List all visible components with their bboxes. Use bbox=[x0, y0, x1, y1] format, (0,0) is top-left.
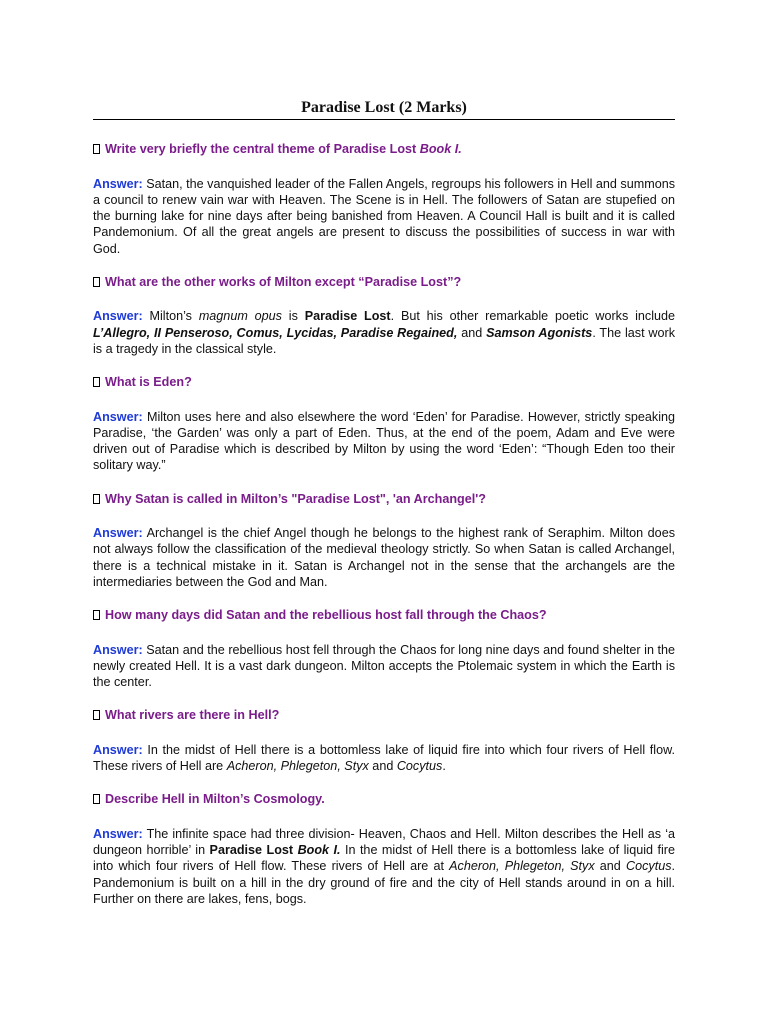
answer-label: Answer: bbox=[93, 742, 143, 757]
checkbox-bullet-icon bbox=[93, 494, 100, 504]
checkbox-bullet-icon bbox=[93, 610, 100, 620]
question-4: Why Satan is called in Milton’s "Paradise Lost", 'an Archangel'? bbox=[93, 491, 675, 507]
page-title: Paradise Lost (2 Marks) bbox=[93, 100, 675, 120]
answer-5: Answer: Satan and the rebellious host fell through the Chaos for long nine days and found shelter in the newly created Hell. It is a vast dark dungeon. Milton accepts the Ptolemaic system in which the Earth is the center. bbox=[93, 642, 676, 690]
checkbox-bullet-icon bbox=[93, 144, 100, 154]
document-page bbox=[93, 100, 675, 907]
question-1: Write very briefly the central theme of Paradise Lost Book I. bbox=[93, 141, 675, 157]
checkbox-bullet-icon bbox=[93, 794, 100, 804]
checkbox-bullet-icon bbox=[93, 277, 100, 287]
answer-7: Answer: The infinite space had three division- Heaven, Chaos and Hell. Milton describes the Hell as ‘a dungeon horrible’ in Paradise Lost Book I. In the midst of Hell there is a bottomless lake of liquid fire into which four rivers of Hell flow. These rivers of Hell are at Acheron, Phlegeton, Styx and Cocytus. Pandemonium is built on a hill in the dry ground of fire and the city of Hell stands around in on a hill. Further on there are lakes, fens, bogs. bbox=[93, 826, 675, 906]
answer-label: Answer: bbox=[93, 526, 143, 541]
checkbox-bullet-icon bbox=[93, 377, 100, 387]
answer-label: Answer: bbox=[93, 409, 143, 424]
question-2: What are the other works of Milton except “Paradise Lost”? bbox=[93, 274, 675, 290]
question-7: Describe Hell in Milton’s Cosmology. bbox=[93, 791, 675, 807]
answer-6: Answer: In the midst of Hell there is a bottomless lake of liquid fire into which four rivers of Hell flow. These rivers of Hell are Acheron, Phlegeton, Styx and Cocytus. bbox=[93, 742, 675, 774]
answer-label: Answer: bbox=[93, 309, 143, 324]
question-6: What rivers are there in Hell? bbox=[93, 707, 675, 723]
answer-2: Answer: Milton’s magnum opus is Paradise Lost. But his other remarkable poetic works include L’Allegro, II Penseroso, Comus, Lycidas, Paradise Regained, and Samson Agonists. The last work is a tragedy in the classical style. bbox=[93, 309, 676, 356]
answer-1: Answer: Satan, the vanquished leader of the Fallen Angels, regroups his followers in Hell and summons a council to renew vain war with Heaven. The Scene is in Hell. The followers of Satan are stupefied on the burning lake for nine days after being banished from Heaven. A Council Hall is built and it is called Pandemonium. Of all the great angels are present to discuss the possibilities of success in war with God. bbox=[93, 176, 676, 256]
answer-4: Answer: Archangel is the chief Angel though he belongs to the highest rank of Seraphim. Milton does not always follow the classification of the medieval theology strictly. So when Satan is called Archangel, there is a technical mistake in it. Satan is Archangel not in the sense that the archangels are the intermediaries between the God and Man. bbox=[93, 526, 675, 589]
answer-label: Answer: bbox=[93, 826, 143, 841]
answer-3: Answer: Milton uses here and also elsewhere the word ‘Eden’ for Paradise. However, strictly speaking Paradise, ‘the Garden’ was only a part of Eden. Thus, at the end of the poem, Adam and Eve were driven out of Paradise which is described by Milton by using the word ‘Eden’: “Though Eden too their solitary way.” bbox=[93, 409, 675, 473]
answer-label: Answer: bbox=[93, 176, 143, 191]
checkbox-bullet-icon bbox=[93, 710, 100, 720]
question-5: How many days did Satan and the rebellious host fall through the Chaos? bbox=[93, 607, 675, 623]
question-3: What is Eden? bbox=[93, 374, 675, 390]
answer-label: Answer: bbox=[93, 642, 143, 657]
